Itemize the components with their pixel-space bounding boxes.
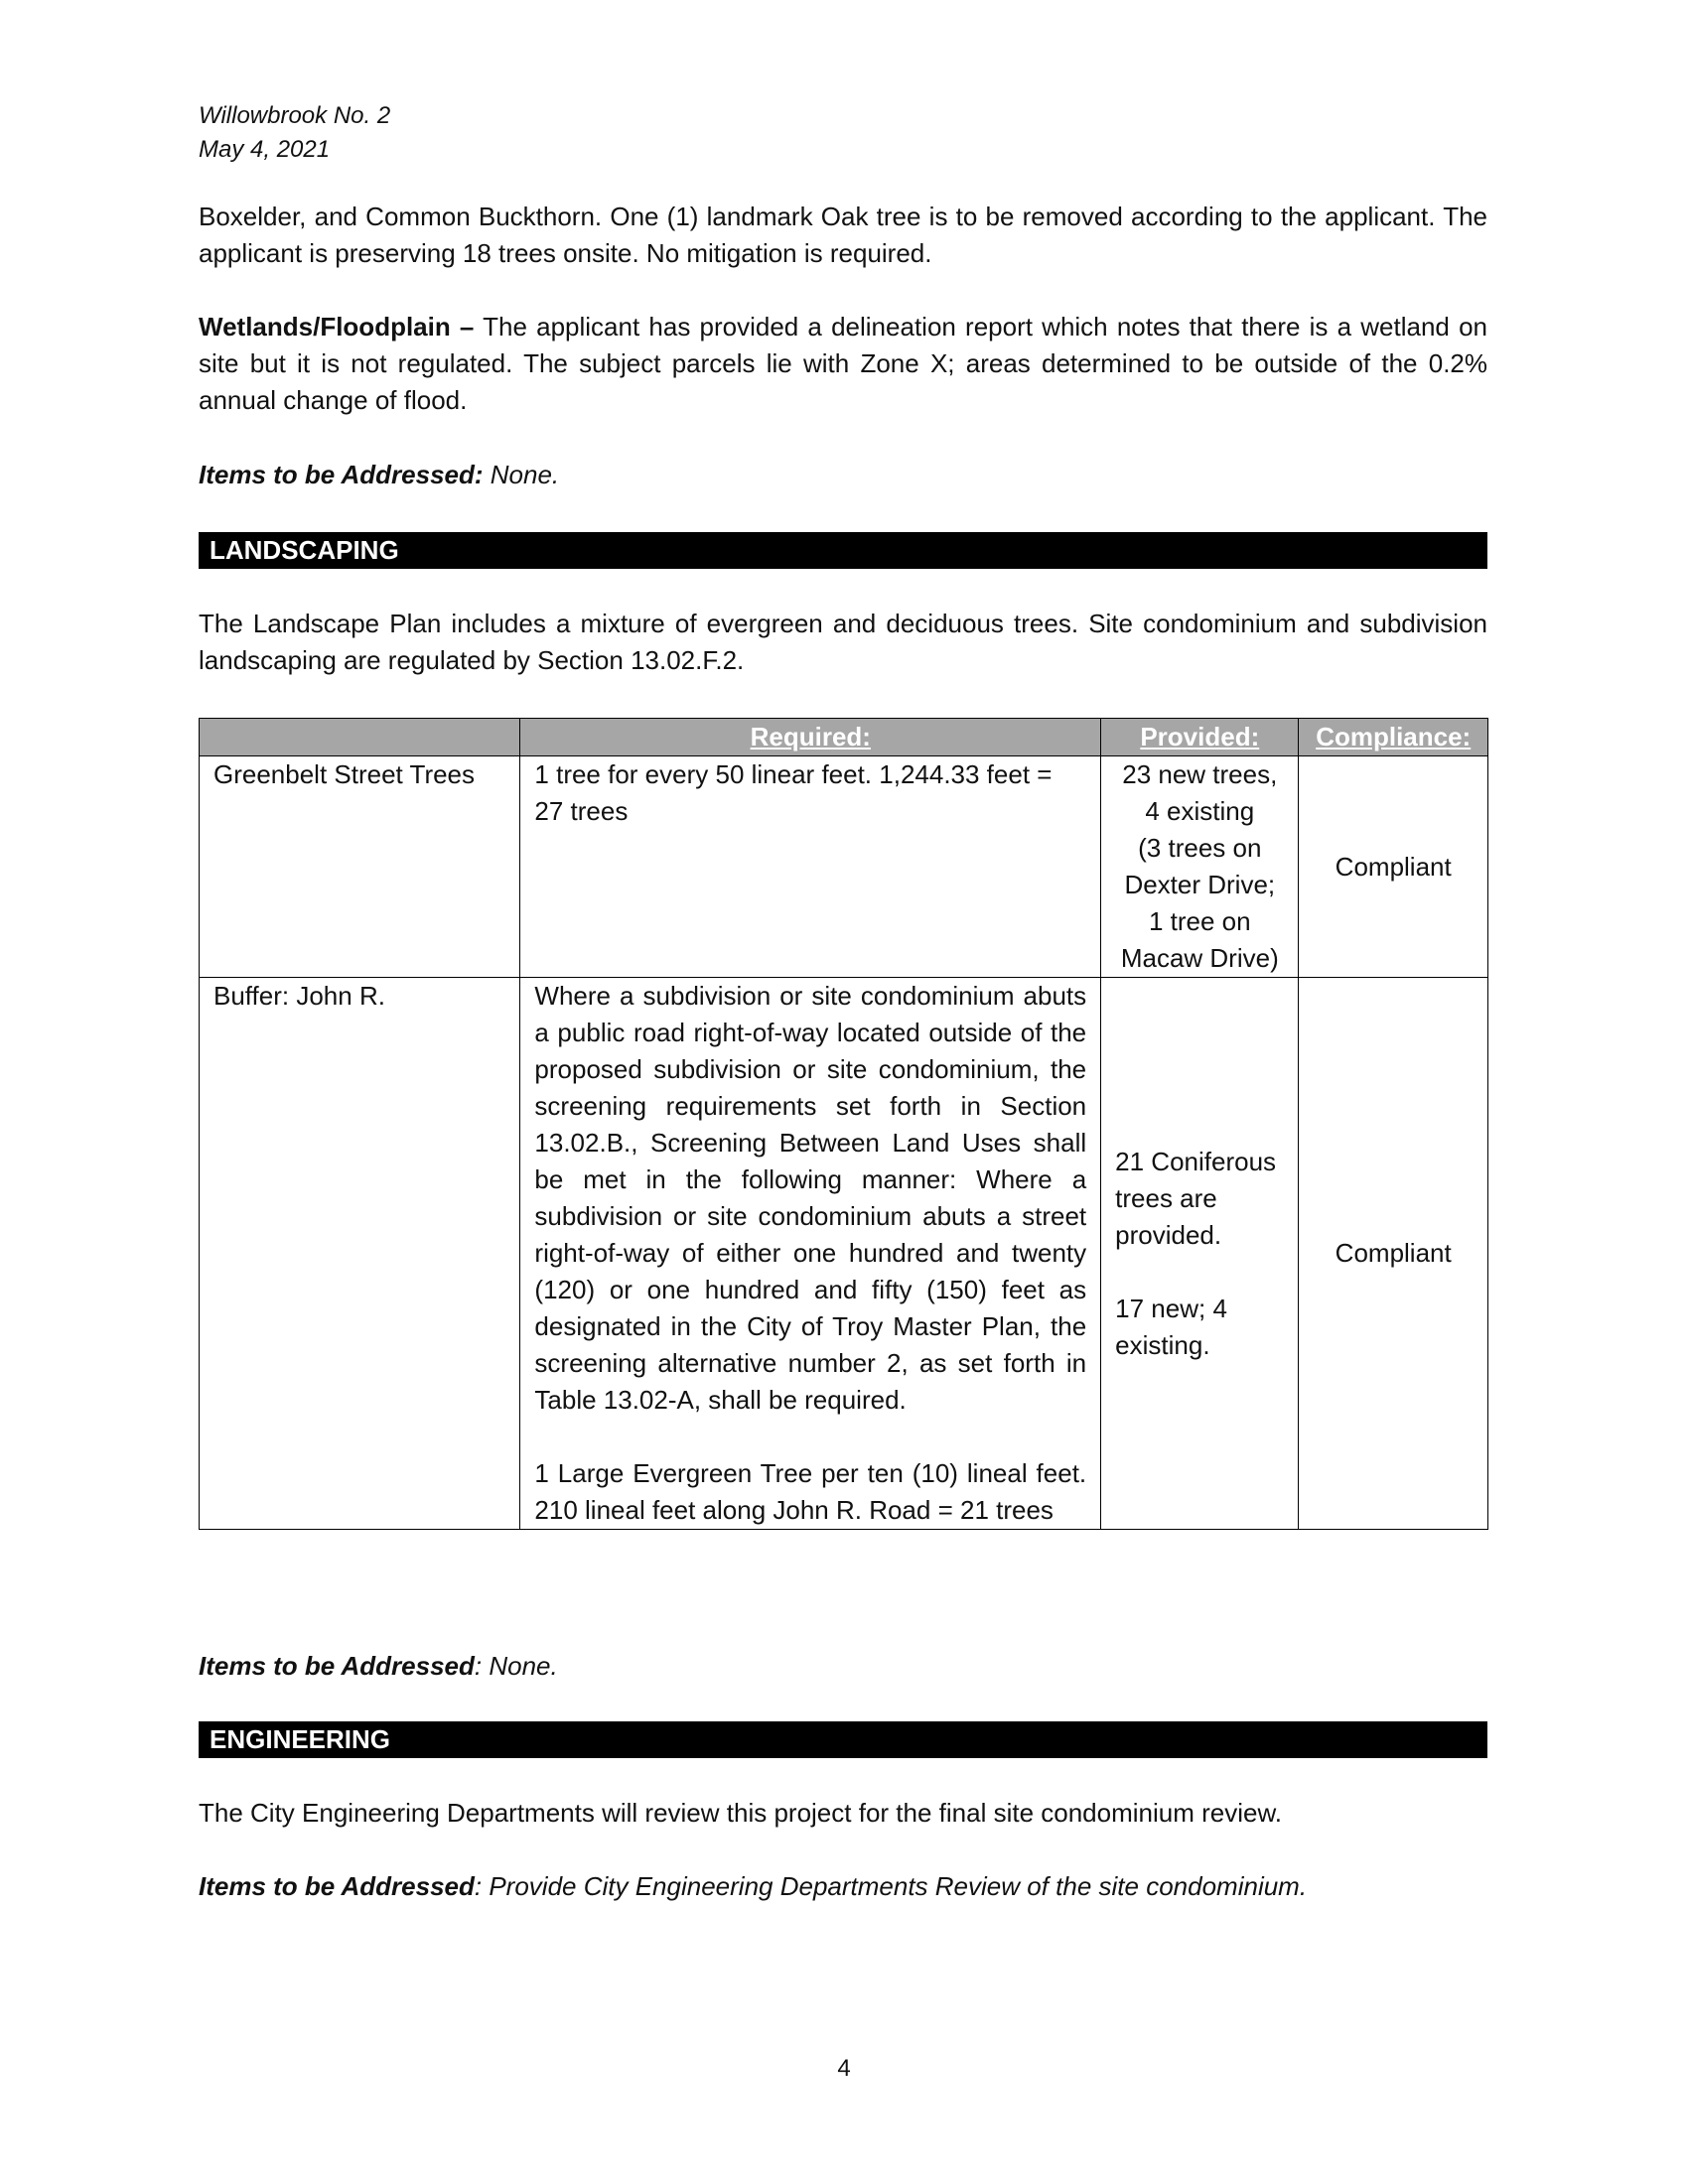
items-value: : Provide City Engineering Departments Review of the site condominium. (474, 1871, 1308, 1901)
row-provided-text: 21 Coniferous trees are provided. (1115, 1146, 1277, 1250)
row-required: 1 tree for every 50 linear feet. 1,244.33 feet = 27 trees (520, 756, 1101, 978)
section-header-landscaping: LANDSCAPING (199, 532, 1487, 569)
items-to-be-addressed-2 (199, 1648, 1487, 1685)
row-compliance: Compliant (1299, 756, 1488, 978)
row-provided: 23 new trees, 4 existing (3 trees on Dexter Drive; 1 tree on Macaw Drive) (1101, 756, 1299, 978)
items-label: Items to be Addressed: (199, 460, 484, 489)
row-required-calculation: 1 Large Evergreen Tree per ten (10) lineal feet. 210 lineal feet along John R. Road = 21 trees (534, 1458, 1087, 1525)
row-required (520, 978, 1101, 1530)
items-label: Items to be Addressed (199, 1651, 475, 1681)
table-header-required: Required: (520, 719, 1101, 756)
row-item: Buffer: John R. (200, 978, 520, 1530)
page-header (199, 99, 390, 167)
items-to-be-addressed-3 (199, 1868, 1487, 1905)
items-label: Items to be Addressed (199, 1871, 475, 1901)
landscaping-paragraph: The Landscape Plan includes a mixture of evergreen and deciduous trees. Site condominium and subdivision landscaping are regulated by Section 13.02.F.2. (199, 609, 1487, 675)
landscaping-table (199, 718, 1488, 1530)
table-header-provided: Provided: (1101, 719, 1299, 756)
page-number: 4 (837, 2055, 851, 2082)
header-date: May 4, 2021 (199, 136, 331, 163)
engineering-paragraph: The City Engineering Departments will review this project for the final site condominium review. (199, 1798, 1283, 1828)
wetlands-paragraph (199, 309, 1487, 419)
table-row (200, 756, 1488, 978)
items-value: None. (483, 460, 560, 489)
header-project-name: Willowbrook No. 2 (199, 102, 391, 129)
table-row (200, 978, 1488, 1530)
items-value: : None. (474, 1651, 558, 1681)
table-header-row (200, 719, 1488, 756)
wetlands-heading: Wetlands/Floodplain – (199, 312, 475, 341)
row-item: Greenbelt Street Trees (200, 756, 520, 978)
intro-paragraph: Boxelder, and Common Buckthorn. One (1) landmark Oak tree is to be removed according to the applicant. The applicant is preserving 18 trees onsite. No mitigation is required. (199, 202, 1487, 268)
table-header-item (200, 719, 520, 756)
row-provided (1101, 978, 1299, 1530)
wetlands-text: The applicant has provided a delineation report which notes that there is a wetland on site but it is not regulated. The subject parcels lie with Zone X; areas determined to be outside of the 0.2% annual change of flood. (199, 312, 1487, 415)
row-compliance: Compliant (1299, 978, 1488, 1530)
row-provided-detail: 17 new; 4 existing. (1115, 1293, 1227, 1360)
section-header-engineering: ENGINEERING (199, 1721, 1487, 1758)
table-header-compliance: Compliance: (1299, 719, 1488, 756)
row-required-text: Where a subdivision or site condominium abuts a public road right-of-way located outside of the proposed subdivision or site condominium, the screening requirements set forth in Section 13.02.B., Screening Between Land Uses shall be met in the following manner: Where a subdivision or site condominium abuts a street right-of-way of either one hundred and twenty (120) or one hundred and fifty (150) feet as designated in the City of Troy Master Plan, the screening alternative number 2, as set forth in Table 13.02-A, shall be required. (534, 981, 1087, 1415)
items-to-be-addressed-1 (199, 457, 1487, 493)
